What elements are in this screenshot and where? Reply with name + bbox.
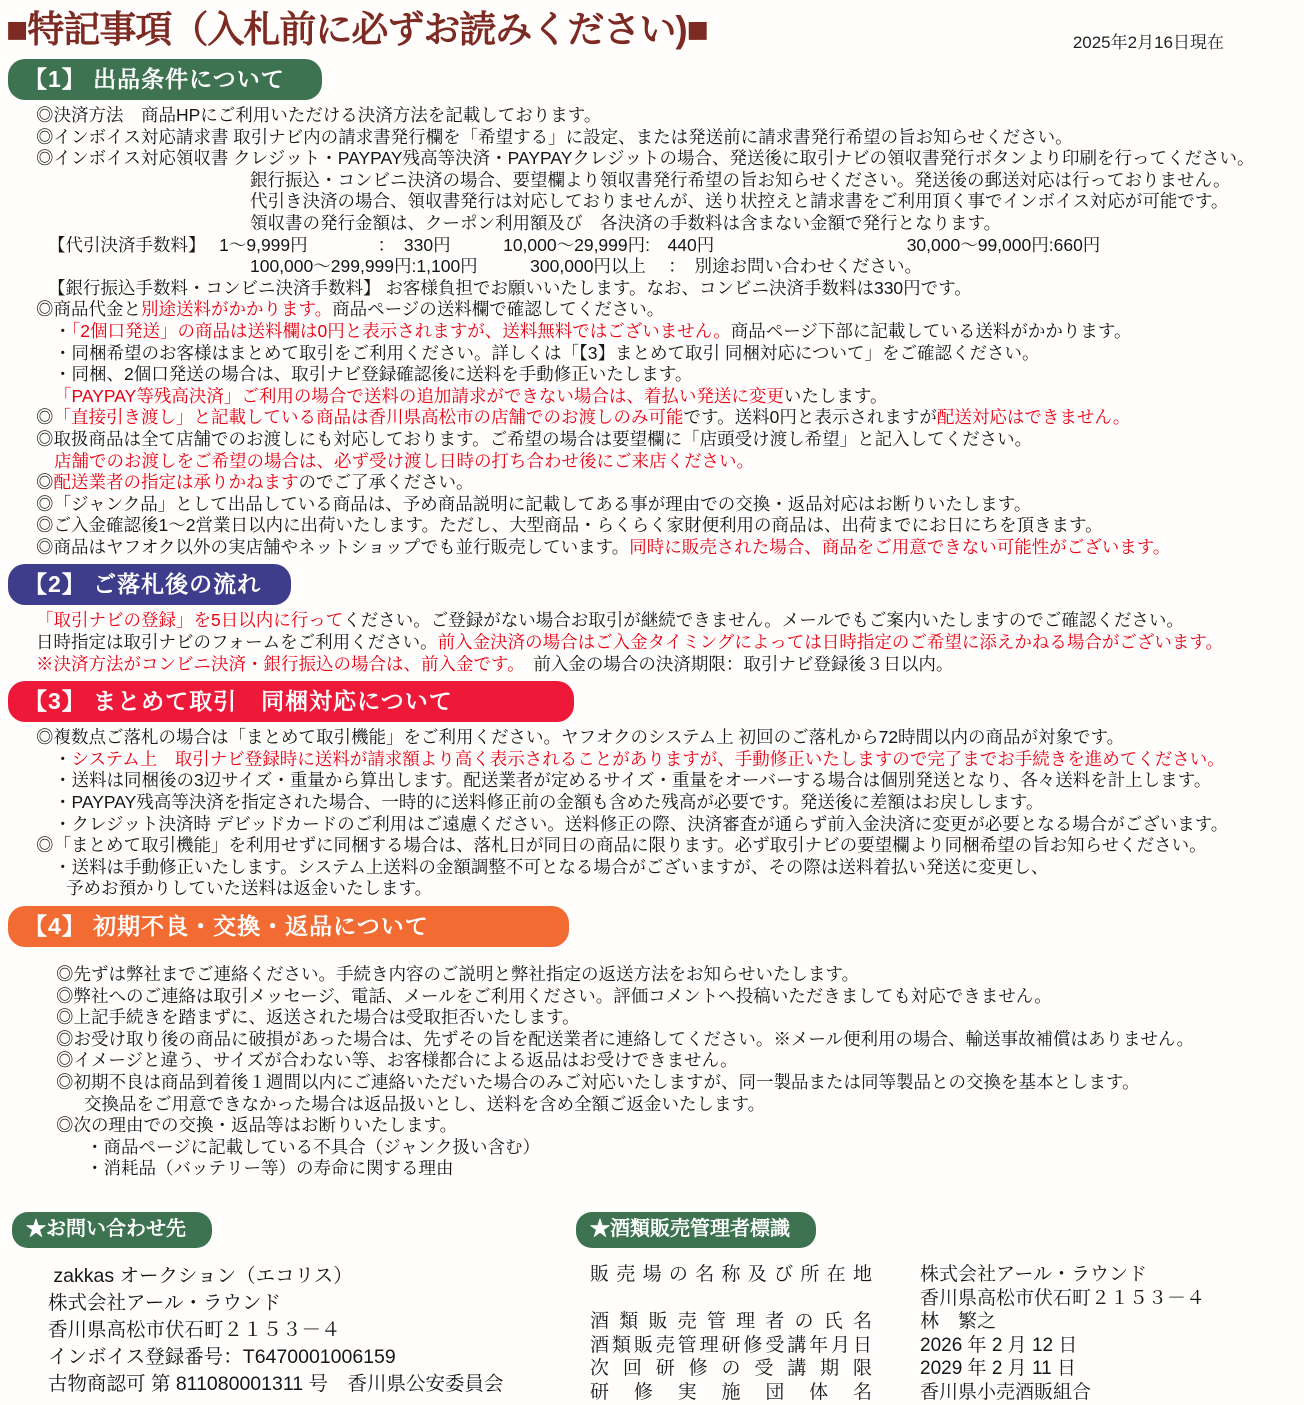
text-line: ・クレジット決済時 デビッドカードのご利用はご遠慮ください。送料修正の際、決済審査が通らず前入金決済に変更が必要となる場合がございます。 xyxy=(54,813,1229,834)
section-2 xyxy=(0,558,1304,675)
text-line: 銀行振込・コンビニ決済の場合、要望欄より領収書発行希望の旨お知らせください。発送後の郵送対応は行っておりません。 xyxy=(250,169,1231,190)
page-title: ■特記事項（入札前に必ずお読みください)■ xyxy=(6,9,709,50)
footer-columns xyxy=(0,1206,1304,1405)
liquor-license-rows xyxy=(568,1253,1304,1405)
text-line: ・PAYPAY残高等決済を指定された場合、一時的に送料修正前の金額も含めた残高が必要です。発送後に差額はお戻しします。 xyxy=(54,792,1044,813)
section-4 xyxy=(0,900,1304,1180)
text-line: ◎弊社へのご連絡は取引メッセージ、電話、メールをご利用ください。評価コメントへ投稿いただきましても対応できません。 xyxy=(56,985,1052,1006)
text-line: ・「2個口発送」の商品は送料欄は0円と表示されますが、送料無料ではございません。商品ページ下部に記載している送料がかかります。 xyxy=(54,320,1132,341)
text-line: ◎「ジャンク品」として出品している商品は、予め商品説明に記載してある事が理由での交換・返品対応はお断りいたします。 xyxy=(36,493,1032,514)
text-line: 代引き決済の場合、領収書発行は対応しておりませんが、送り状控えと請求書をご利用頂く事でインボイス対応が可能です。 xyxy=(250,191,1229,212)
text-line: ※決済方法がコンビニ決済・銀行振込の場合は、前入金です。 前入金の場合の決済期限：取引ナビ登録後３日以内。 xyxy=(36,653,954,674)
license-row xyxy=(590,1263,1304,1287)
section-1-content xyxy=(0,105,1304,558)
license-row-value: 林 繁之 xyxy=(920,1311,997,1333)
text-line: ◎上記手続きを踏まずに、返送された場合は受取拒否いたします。 xyxy=(56,1007,580,1028)
license-row xyxy=(590,1287,1304,1311)
contact-badge: ★お問い合わせ先 xyxy=(12,1212,212,1248)
license-row-value: 香川県高松市伏石町２１５３－４ xyxy=(920,1287,1206,1309)
text-line: 【銀行振込手数料・コンビニ決済手数料】 お客様負担でお願いいたします。なお、コンビニ決済手数料は330円です。 xyxy=(48,277,972,298)
text-line: ・商品ページに記載している不具合（ジャンク扱い含む） xyxy=(86,1136,540,1157)
license-row-label: 酒類販売管理研修受講年月日 xyxy=(590,1334,872,1356)
liquor-license-section xyxy=(568,1206,1304,1405)
license-row xyxy=(590,1310,1304,1334)
text-line: ・送料は手動修正いたします。システム上送料の金額調整不可となる場合がございますが、その際は送料着払い発送に変更し、 xyxy=(54,856,1049,877)
text-line: 香川県高松市伏石町２１５３－４ xyxy=(48,1318,341,1341)
text-line: ◎「直接引き渡し」と記載している商品は香川県高松市の店舗でのお渡しのみ可能です。送料0円と表示されますが配送対応はできません。 xyxy=(36,407,1131,428)
text-line: ◎商品はヤフオク以外の実店舗やネットショップでも並行販売しています。同時に販売された場合、商品をご用意できない可能性がございます。 xyxy=(36,536,1171,557)
text-line: ・同梱、2個口発送の場合は、取引ナビ登録確認後に送料を手動修正いたします。 xyxy=(54,364,693,385)
text-line: 【代引決済手数料】 1～9,999円 ： 330円 10,000～29,999円: 440円 30,000～99,000円:660円 xyxy=(48,234,1101,255)
contact-section xyxy=(0,1206,568,1405)
text-line: ・同梱希望のお客様はまとめて取引をご利用ください。詳しくは「【3】まとめて取引 同梱対応について」をご確認ください。 xyxy=(54,342,1040,363)
section-2-badge: 【2】 ご落札後の流れ xyxy=(8,564,291,605)
license-row-label: 次回研修の受講期限 xyxy=(590,1358,872,1380)
text-line: ◎複数点ご落札の場合は「まとめて取引機能」をご利用ください。ヤフオクのシステム上 初回のご落札から72時間以内の商品が対象です。 xyxy=(36,727,1125,748)
text-line: ◎イメージと違う、サイズが合わない等、お客様都合による返品はお受けできません。 xyxy=(56,1050,738,1071)
license-row xyxy=(590,1357,1304,1381)
text-line: 「PAYPAY等残高決済」ご利用の場合で送料の追加請求ができない場合は、着払い発送に変更いたします。 xyxy=(54,385,888,406)
text-line: ◎先ずは弊社までご連絡ください。手続き内容のご説明と弊社指定の返送方法をお知らせいたします。 xyxy=(56,964,860,984)
text-line: zakkas オークション（エコリス） xyxy=(48,1264,353,1287)
text-line: ◎取扱商品は全て店舗でのお渡しにも対応しております。ご希望の場合は要望欄に「店頭受け渡し希望」と記入してください。 xyxy=(36,428,1033,449)
license-row-value: 2029 年 2 月 11 日 xyxy=(920,1358,1076,1380)
text-line: ◎ご入金確認後1～2営業日以内に出荷いたします。ただし、大型商品・らくらく家財便利用の商品は、出荷までにお日にちを頂きます。 xyxy=(36,515,1103,536)
text-line: 古物商認可 第 811080001311 号 香川県公安委員会 xyxy=(48,1372,504,1395)
liquor-license-badge: ★酒類販売管理者標識 xyxy=(576,1212,816,1248)
section-4-content xyxy=(0,952,1304,1180)
text-line: ◎決済方法 商品HPにご利用いただける決済方法を記載しております。 xyxy=(36,105,602,125)
license-row xyxy=(590,1381,1304,1405)
text-line: 店舗でのお渡しをご希望の場合は、必ず受け渡し日時の打ち合わせ後にご来店ください。 xyxy=(54,450,754,471)
section-2-content xyxy=(0,610,1304,675)
text-line: インボイス登録番号：T6470001006159 xyxy=(48,1345,396,1368)
license-row-label: 酒類販売管理者の氏名 xyxy=(590,1311,872,1333)
section-3-badge: 【3】 まとめて取引 同梱対応について xyxy=(8,681,574,722)
text-line: 100,000～299,999円:1,100円 300,000円以上 ： 別途お問い合わせください。 xyxy=(250,256,923,277)
text-line: ◎「まとめて取引機能」を利用せずに同梱する場合は、落札日が同日の商品に限ります。必ず取引ナビの要望欄より同梱希望の旨お知らせください。 xyxy=(36,835,1207,856)
text-line: 領収書の発行金額は、クーポン利用額及び 各決済の手数料は含まない金額で発行となります。 xyxy=(250,212,1002,233)
text-line: ・システム上 取引ナビ登録時に送料が請求額より高く表示されることがありますが、手動修正いたしますので完了までお手続きを進めてください。 xyxy=(54,748,1225,769)
text-line: ・送料は同梱後の3辺サイズ・重量から算出します。配送業者が定めるサイズ・重量をオーバーする場合は個別発送となり、各々送料を計上します。 xyxy=(54,770,1212,791)
section-3-content xyxy=(0,727,1304,900)
text-line: 株式会社アール・ラウンド xyxy=(48,1291,282,1314)
license-row-value: 香川県小売酒販組合 xyxy=(920,1381,1092,1403)
section-1 xyxy=(0,53,1304,558)
text-line: ◎次の理由での交換・返品等はお断りいたします。 xyxy=(56,1115,458,1136)
text-line: ◎インボイス対応領収書 クレジット・PAYPAY残高等決済・PAYPAYクレジットの場合、発送後に取引ナビの領収書発行ボタンより印刷を行ってください。 xyxy=(36,148,1255,169)
text-line: 「取引ナビの登録」を5日以内に行ってください。ご登録がない場合お取引が継続できません。メールでもご案内いたしますのでご確認ください。 xyxy=(36,610,1184,631)
text-line: ◎配送業者の指定は承りかねますのでご了承ください。 xyxy=(36,472,474,493)
text-line: ◎初期不良は商品到着後１週間以内にご連絡いただいた場合のみご対応いたしますが、同一製品または同等製品との交換を基本とします。 xyxy=(56,1071,1140,1092)
section-1-badge: 【1】 出品条件について xyxy=(8,59,322,100)
license-row-value: 株式会社アール・ラウンド xyxy=(920,1263,1148,1285)
license-row xyxy=(590,1334,1304,1358)
text-line: ◎インボイス対応請求書 取引ナビ内の請求書発行欄を「希望する」に設定、または発送前に請求書発行希望の旨お知らせください。 xyxy=(36,126,1073,147)
contact-lines xyxy=(4,1253,568,1398)
document-date: 2025年2月16日現在 xyxy=(1072,33,1224,52)
text-line: ◎お受け取り後の商品に破損があった場合は、先ずその旨を配送業者に連絡してください。※メール便利用の場合、輸送事故補償はありません。 xyxy=(56,1028,1195,1049)
text-line: ◎商品代金と別途送料がかかります。商品ページの送料欄で確認してください。 xyxy=(36,299,665,320)
document-header xyxy=(0,0,1304,53)
text-line: ・消耗品（バッテリー等）の寿命に関する理由 xyxy=(86,1158,454,1179)
license-row-value: 2026 年 2 月 12 日 xyxy=(920,1334,1078,1356)
license-row-label: 研修実施団体名 xyxy=(590,1381,872,1403)
text-line: 交換品をご用意できなかった場合は返品扱いとし、送料を含め全額ご返金いたします。 xyxy=(84,1093,766,1114)
section-3 xyxy=(0,675,1304,900)
license-row-label: 販売場の名称及び所在地 xyxy=(590,1263,872,1285)
text-line: 日時指定は取引ナビのフォームをご利用ください。前入金決済の場合はご入金タイミングによっては日時指定のご希望に添えかねる場合がございます。 xyxy=(36,632,1224,653)
section-4-badge: 【4】 初期不良・交換・返品について xyxy=(8,906,569,947)
text-line: 予めお預かりしていた送料は返金いたします。 xyxy=(66,878,433,899)
